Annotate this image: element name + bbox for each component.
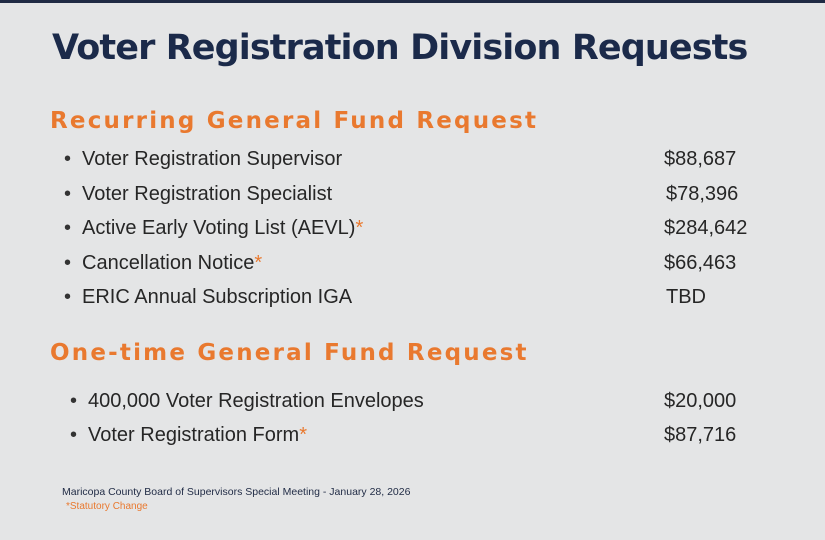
item-amount: $20,000 xyxy=(664,390,737,412)
item-amount: $88,687 xyxy=(664,148,737,170)
top-border xyxy=(0,0,825,3)
list-item xyxy=(64,286,764,316)
item-label: Active Early Voting List (AEVL) xyxy=(82,217,356,239)
item-amount: $87,716 xyxy=(664,424,737,446)
bullet-icon: • xyxy=(64,217,72,239)
bullet-icon: • xyxy=(70,390,78,412)
item-label: 400,000 Voter Registration Envelopes xyxy=(88,390,424,412)
slide-title: Voter Registration Division Requests xyxy=(52,28,748,68)
bullet-icon: • xyxy=(64,286,72,308)
item-label: ERIC Annual Subscription IGA xyxy=(82,286,353,308)
item-label: Voter Registration Supervisor xyxy=(82,148,343,170)
list-item xyxy=(64,217,764,247)
item-amount: $78,396 xyxy=(666,183,739,205)
statutory-marker: * xyxy=(355,217,364,239)
statutory-marker: * xyxy=(299,424,307,446)
list-item xyxy=(64,148,764,178)
recurring-section-heading: Recurring General Fund Request xyxy=(50,108,539,134)
item-label: Voter Registration Specialist xyxy=(82,183,333,205)
item-label: Voter Registration Form xyxy=(88,424,300,446)
list-item xyxy=(70,424,764,454)
bullet-icon: • xyxy=(64,183,72,205)
footer-statutory-note: *Statutory Change xyxy=(66,501,148,512)
statutory-marker: * xyxy=(254,252,263,274)
item-label: Cancellation Notice xyxy=(82,252,255,274)
bullet-icon: • xyxy=(64,252,72,274)
list-item xyxy=(64,183,764,213)
item-amount: $284,642 xyxy=(664,217,748,239)
footer-meeting-text: Maricopa County Board of Supervisors Special Meeting - January 28, 2026 xyxy=(62,486,411,498)
bullet-icon: • xyxy=(70,424,78,446)
list-item xyxy=(64,252,764,282)
bullet-icon: • xyxy=(64,148,72,170)
list-item xyxy=(70,390,764,420)
item-amount: $66,463 xyxy=(664,252,737,274)
item-amount: TBD xyxy=(666,286,706,308)
onetime-section-heading: One-time General Fund Request xyxy=(50,340,529,366)
